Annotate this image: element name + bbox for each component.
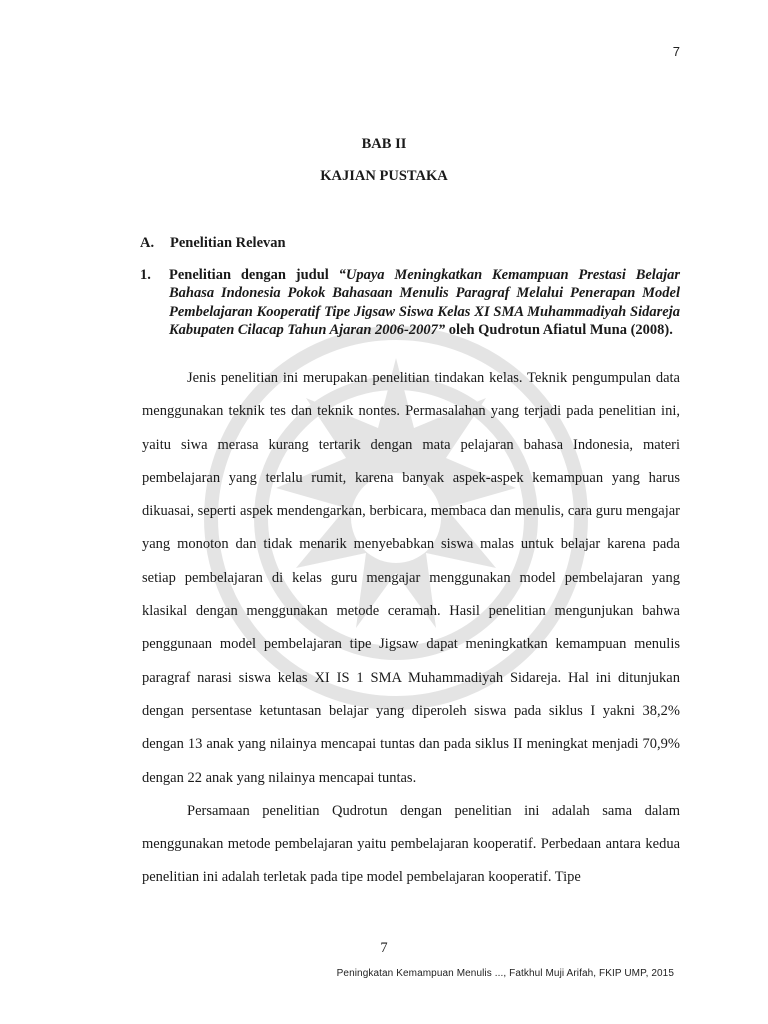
section-letter: A.: [140, 235, 155, 251]
entry-prefix: Penelitian dengan judul: [169, 267, 339, 283]
paragraph: Persamaan penelitian Qudrotun dengan penelitian ini adalah sama dalam menggunakan metode pembelajaran yaitu pembelajaran kooperatif. Perbedaan antara kedua penelitian ini adalah terletak pada tipe model pembelajaran kooperatif. Tipe: [142, 802, 680, 886]
chapter-title: KAJIAN PUSTAKA: [320, 168, 448, 184]
paragraph: Jenis penelitian ini merupakan penelitian tindakan kelas. Teknik pengumpulan data menggunakan teknik tes dan teknik nontes. Permasalahan yang terjadi pada penelitian ini, yaitu siwa merasa kurang tertarik dengan mata pelajaran bahasa Indonesia, materi pembelajaran yang terlalu rumit, karena banyak aspek-aspek kemampuan yang harus dikuasai, seperti aspek mendengarkan, berbicara, membaca dan menulis, cara guru mengajar yang monoton dan tidak menarik menyebabkan siswa malas untuk belajar karena pada setiap pembelajaran di kelas guru mengajar menggunakan model pembelajaran yang klasikal dengan menggunakan metode ceramah. Hasil penelitian mengunjukan bahwa penggunaan model pembelajaran tipe Jigsaw dapat meningkatkan kemampuan menulis paragraf narasi siswa kelas XI IS 1 SMA Muhammadiyah Sidareja. Hal ini ditunjukan dengan persentase ketuntasan belajar yang diperoleh siswa pada siklus I yakni 38,2% dengan 13 anak yang nilainya mencapai tuntas dan pada siklus II meningkat menjadi 70,9% dengan 22 anak yang nilainya mencapai tuntas.: [142, 370, 680, 786]
section-heading: [140, 235, 286, 252]
entry-number: 1.: [140, 267, 151, 283]
section-title: Penelitian Relevan: [170, 235, 286, 251]
entry-quoted-title: “Upaya Meningkatkan Kemampuan Prestasi Belajar Bahasa Indonesia Pokok Bahasaan Menulis Paragraf Melalui Penerapan Model Pembelajaran Kooperatif Tipe Jigsaw Siswa Kelas XI SMA Muhammadiyah Sidareja Kabupaten Cilacap Tahun Ajaran 2006-2007”: [169, 267, 680, 339]
footer-page-number: 7: [380, 940, 388, 956]
research-entry: [140, 266, 680, 340]
chapter-number: BAB II: [361, 136, 407, 152]
header-page-number: 7: [672, 44, 680, 59]
entry-text: [169, 266, 680, 340]
entry-suffix: oleh Qudrotun Afiatul Muna (2008).: [445, 322, 673, 339]
footer-citation: Peningkatan Kemampuan Menulis ..., Fatkhul Muji Arifah, FKIP UMP, 2015: [336, 968, 674, 979]
body-text: [142, 362, 680, 895]
